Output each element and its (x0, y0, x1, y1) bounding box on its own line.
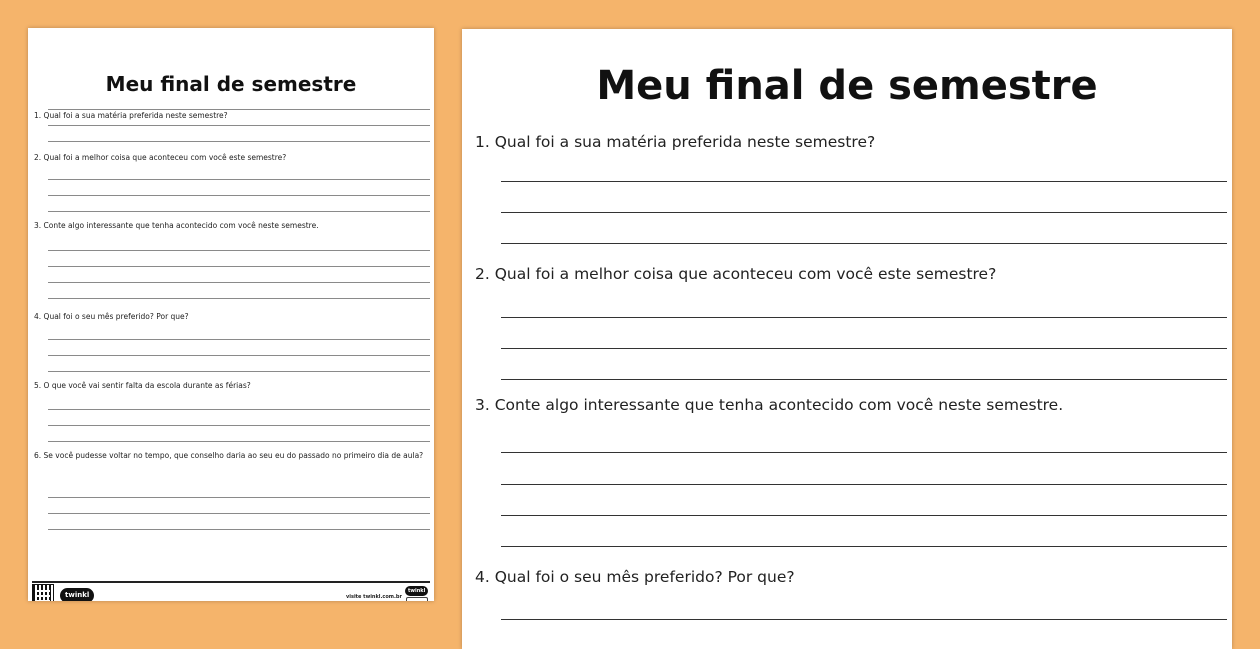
question-4: 4. Qual foi o seu mês preferido? Por que? (475, 568, 795, 586)
worksheet-title: Meu final de semestre (596, 63, 1098, 109)
answer-line (501, 619, 1227, 620)
answer-line (48, 441, 430, 442)
question-1: 1. Qual foi a sua matéria preferida neste semestre? (475, 133, 876, 151)
footer-divider (32, 581, 430, 583)
answer-line (501, 212, 1227, 213)
answer-line (48, 109, 430, 110)
question-1: 1. Qual foi a sua matéria preferida neste semestre? (34, 111, 228, 120)
answer-line (48, 179, 430, 180)
answer-line (48, 298, 430, 299)
question-4: 4. Qual foi o seu mês preferido? Por que? (34, 312, 189, 321)
question-2: 2. Qual foi a melhor coisa que aconteceu com você este semestre? (34, 153, 287, 162)
answer-line (48, 211, 430, 212)
answer-line (501, 243, 1227, 244)
question-6: 6. Se você pudesse voltar no tempo, que conselho daria ao seu eu do passado no primeiro dia de aula? (34, 451, 424, 460)
qr-code-icon (32, 584, 54, 601)
answer-line (48, 513, 430, 514)
answer-line (501, 515, 1227, 516)
worksheet-zoomed (462, 29, 1232, 649)
answer-line (501, 379, 1227, 380)
answer-line (501, 181, 1227, 182)
answer-line (48, 355, 430, 356)
question-3: 3. Conte algo interessante que tenha acontecido com você neste semestre. (34, 221, 319, 230)
answer-line (48, 141, 430, 142)
footer-site: visite twinkl.com.br (346, 594, 402, 600)
answer-line (48, 529, 430, 530)
answer-line (48, 125, 430, 126)
answer-line (48, 497, 430, 498)
answer-line (48, 266, 430, 267)
answer-line (48, 282, 430, 283)
answer-line (501, 484, 1227, 485)
answer-line (501, 546, 1227, 547)
question-2: 2. Qual foi a melhor coisa que aconteceu com você este semestre? (475, 265, 997, 283)
twinkl-logo: twinkl (60, 588, 94, 601)
question-3: 3. Conte algo interessante que tenha acontecido com você neste semestre. (475, 396, 1064, 414)
answer-line (48, 250, 430, 251)
answer-line (501, 317, 1227, 318)
badge-icon (406, 597, 428, 601)
answer-line (48, 409, 430, 410)
question-5: 5. O que você vai sentir falta da escola durante as férias? (34, 381, 251, 390)
twinkl-logo-small: twinkl (405, 586, 428, 596)
answer-line (501, 452, 1227, 453)
worksheet-title: Meu final de semestre (105, 72, 357, 96)
answer-line (501, 348, 1227, 349)
answer-line (48, 339, 430, 340)
worksheet-preview (28, 28, 434, 601)
answer-line (48, 195, 430, 196)
answer-line (48, 425, 430, 426)
answer-line (48, 371, 430, 372)
